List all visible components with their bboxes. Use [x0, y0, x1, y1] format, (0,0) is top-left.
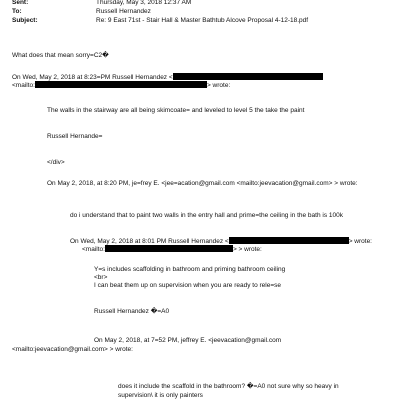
- sent-label: Sent:: [12, 0, 29, 6]
- sent-value: Thursday, May 3, 2018 12:37 AM: [96, 0, 192, 6]
- walls-line: The walls in the stairway are all being skimcoate= and leveled to level 5 the take the paint: [47, 107, 305, 114]
- reply-line: What does that mean sorry=C2�: [12, 52, 109, 59]
- beat-line: I can beat them up on supervision when you are ready to rele=se: [94, 282, 281, 289]
- redacted-email: [229, 237, 349, 244]
- signature-1: Russell Hernande=: [47, 133, 103, 140]
- redacted-mailto: [105, 245, 233, 252]
- quote3-line1-suffix: > wrote:: [348, 238, 372, 245]
- quote3-line2-prefix: <mailto:: [82, 246, 105, 253]
- yes-line: Y=s includes scaffolding in bathroom and priming bathroom ceiling: [94, 266, 286, 273]
- quote3-line1-text: On Wed, May 2, 2018 at 8:01 PM Russell Hernandez <: [70, 238, 229, 245]
- signature-2: Russell Hernandez �=A0: [94, 308, 170, 315]
- to-label: To:: [12, 8, 22, 15]
- redacted-email: [173, 73, 323, 80]
- quote4-line2: <mailto:jeevacation@gmail.com> > wrote:: [12, 346, 133, 353]
- quote3-line2-suffix: > > wrote:: [232, 246, 262, 253]
- paint-line: do i understand that to paint two walls in the entry hall and prime=the ceiling in the bath is 100k: [70, 212, 343, 219]
- to-value: Russell Hernandez: [96, 8, 151, 15]
- redacted-mailto: [35, 81, 207, 88]
- quote4-line1: On May 2, 2018, at 7=52 PM, jeffrey E. <jeevacation@gmail.com: [94, 337, 282, 344]
- scaffold-line: does it include the scaffold in the bathroom? �=A0 not sure why so heavy in: [118, 383, 339, 390]
- quote1-line2-suffix: > wrote:: [206, 82, 231, 89]
- quote1-line1-text: On Wed, May 2, 2018 at 8:23=PM Russell Hernandez <: [12, 74, 173, 81]
- subject-label: Subject:: [12, 17, 38, 24]
- quote3-line2: [82, 245, 262, 254]
- quote2-line: On May 2, 2018, at 8:20 PM, je=frey E. <jee=acation@gmail.com <mailto:jeevacation@gmail.com> > wrote:: [47, 180, 358, 187]
- quote1-line2: [12, 81, 230, 90]
- div-close: </div>: [47, 159, 65, 166]
- br-line: <br>: [94, 274, 108, 281]
- subject-value: Re: 9 East 71st - Stair Hall & Master Bathtub Alcove Proposal 4-12-18.pdf: [96, 17, 309, 24]
- quote1-line2-prefix: <mailto:: [12, 82, 35, 89]
- last-line: supervision\ it is only painters: [118, 392, 203, 399]
